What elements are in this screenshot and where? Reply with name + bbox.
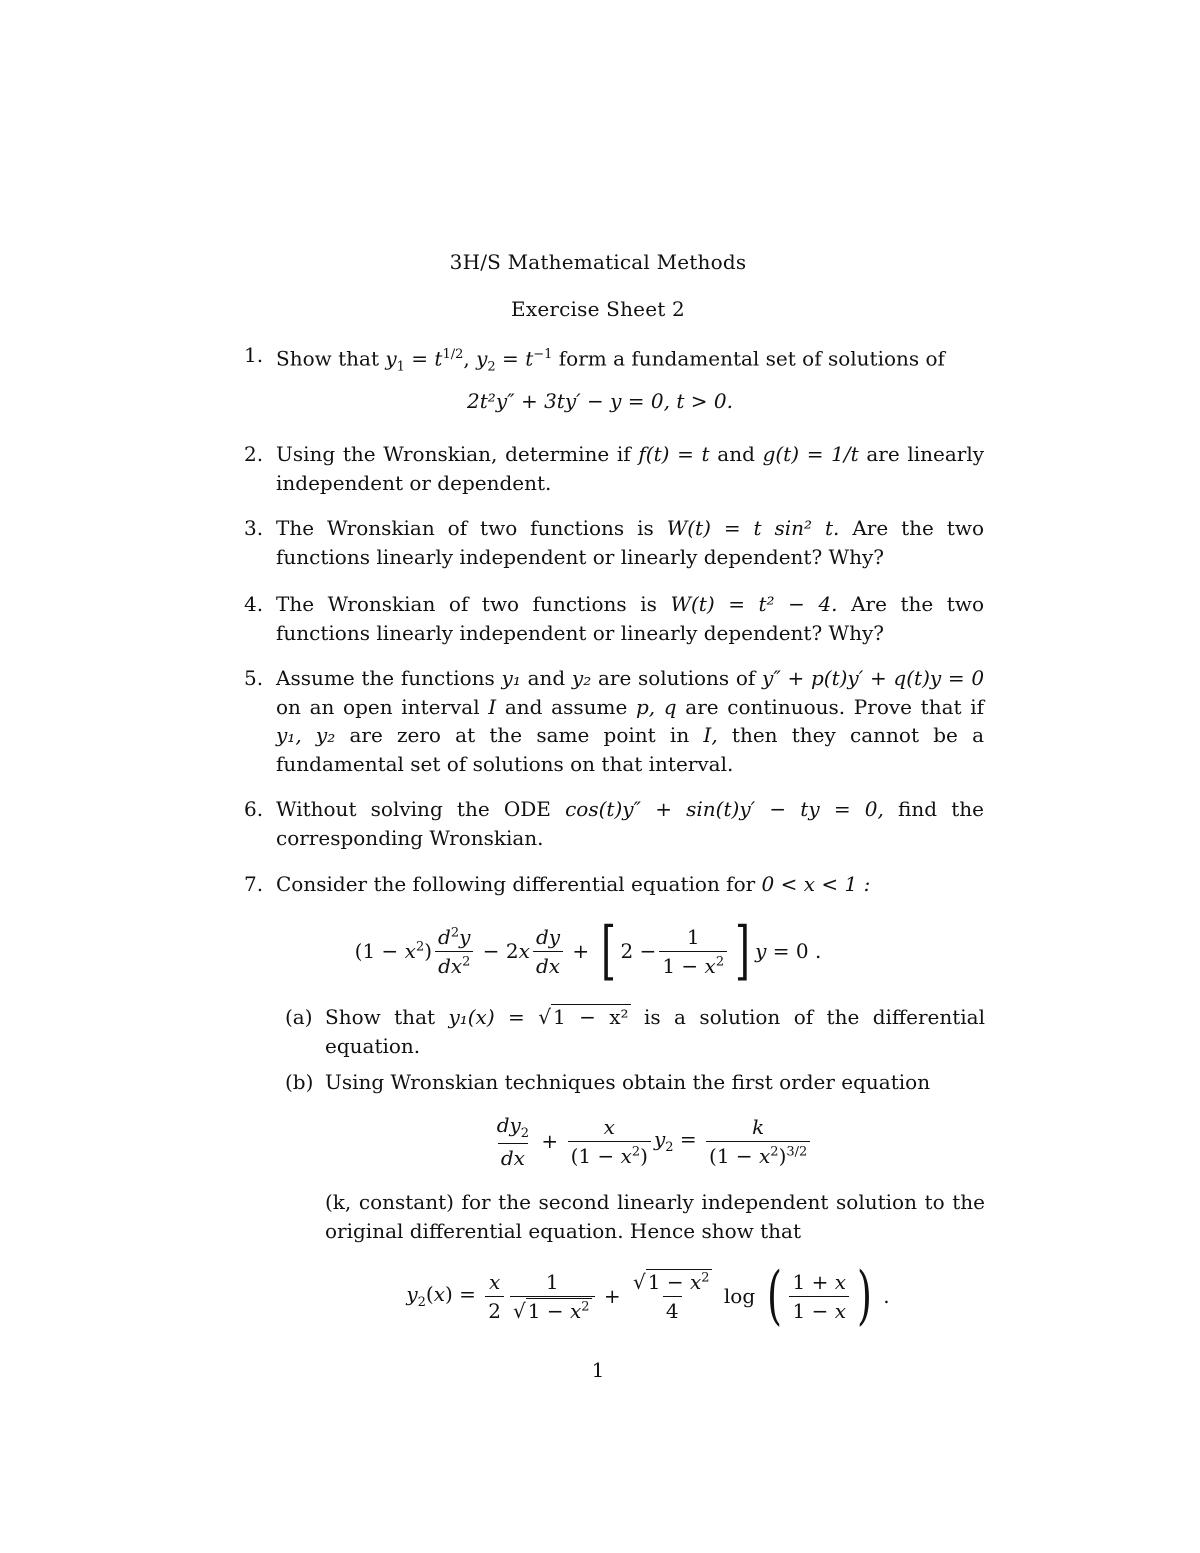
question-5 [244,664,984,778]
question-1 [244,341,984,382]
question-text: Consider the following differential equation for 0 < x < 1 : [276,872,871,896]
question-text: Without solving the ODE cos(t)y″ + sin(t)y′ − ty = 0, find the corresponding Wronskian. [276,797,984,850]
question-7a: (a) Show that y₁(x) = √ 1 − x² is a solution of the differential equation. [285,1005,985,1058]
question-number: 1. [244,343,264,367]
question-4 [244,590,984,647]
question-7 [244,870,984,899]
question-number: 5. [244,666,264,690]
sqrt-expression: √ 1 − x² [538,1005,629,1029]
page-number: 1 [591,1358,605,1382]
sheet-title: Exercise Sheet 2 [511,297,685,321]
question-number: 7. [244,872,264,896]
q1-equation: 2t²y″ + 3ty′ − y = 0, t > 0. [467,389,733,413]
question-number: 4. [244,592,264,616]
question-6 [244,795,984,852]
q7b-equation: $\frac{dy_2}{dx}$ + $\frac{x}{(1 - x^2)}$ $y_2$ = $\frac{k}{(1 - x^2)^{3/2}}$ [52,1108,1200,1174]
question-number: 2. [244,442,264,466]
question-text: Show that $y_1 = t^{1/2}$, $y_2 = t^{-1}$ form a fundamental set of solutions of [276,346,945,375]
question-text: Assume the functions y₁ and y₂ are solutions of y″ + p(t)y′ + q(t)y = 0 on an open interval I and assume p, q are continuous. Prove that if y₁, y₂ are zero at the same point in I, then they cannot be a fundamental set of solutions on that interval. [276,666,985,776]
question-3 [244,514,984,571]
question-text: The Wronskian of two functions is W(t) = t² − 4. Are the two functions linearly independent or linearly dependent? Why? [276,592,985,645]
question-7b: (b) Using Wronskian techniques obtain the first order equation [285,1070,931,1094]
q7b-solution: $y_2(x)$ = $\frac{x}{2}$ $\frac{1}{√ 1 - x^2}$ + $\frac{√ 1 - x^2}{4}$ log ( $\frac{1 + x}{1 - x}$ ) . [406,1259,890,1333]
course-title: 3H/S Mathematical Methods [449,250,747,274]
question-number: 3. [244,516,264,540]
question-2 [244,440,984,497]
q7-equation: $(1 - x^2)$ $\frac{d^2y}{dx^2}$ − 2x $\frac{dy}{dx}$ + [ 2 − $\frac{1}{1 - x^2}$ ] y = 0 . [354,914,822,988]
q7b-paragraph: (k, constant) for the second linearly independent solution to the original differential equation. Hence show that [325,1190,985,1243]
question-text: The Wronskian of two functions is W(t) = t sin² t. Are the two functions linearly independent or linearly dependent? Why? [276,516,984,569]
question-text: Using the Wronskian, determine if f(t) = t and g(t) = 1/t are linearly independent or dependent. [276,442,985,495]
question-number: 6. [244,797,264,821]
